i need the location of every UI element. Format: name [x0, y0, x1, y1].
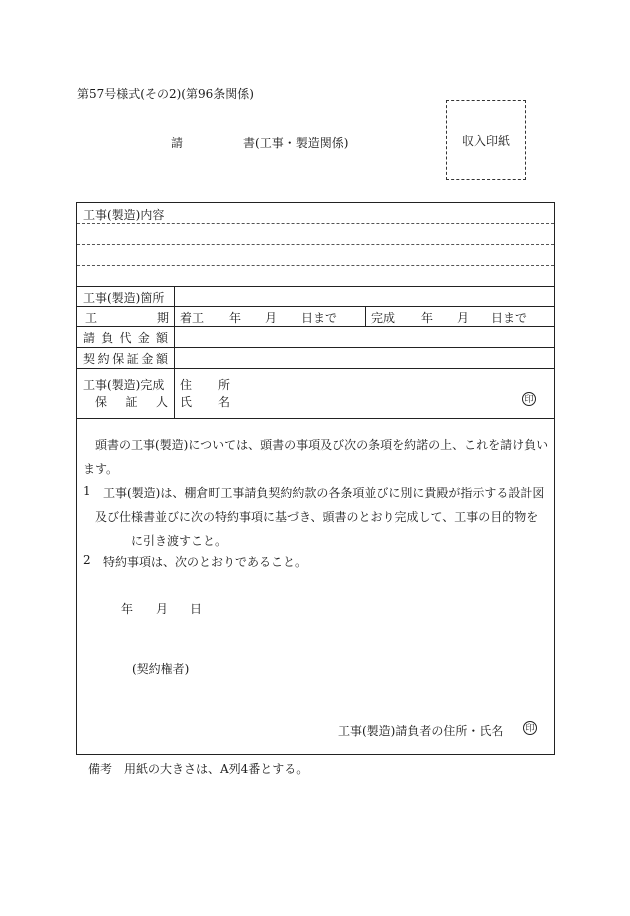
guarantee-char: 契 [83, 352, 96, 366]
title-left: 請 [171, 136, 184, 150]
item-1-line-1: 工事(製造)は、棚倉町工事請負契約約款の各条項並びに別に貴殿が指示する設計図 [103, 486, 545, 500]
period-label-2: 期 [157, 311, 170, 325]
divider [77, 368, 554, 369]
name-char: 名 [217, 395, 230, 409]
guarantor-label-1: 工事(製造)完成 [83, 378, 165, 392]
content-label: 工事(製造)内容 [83, 208, 165, 222]
amount-char: 代 [119, 331, 132, 345]
location-label: 工事(製造)箇所 [83, 291, 165, 305]
guarantee-char: 保 [112, 352, 125, 366]
divider [77, 347, 554, 348]
item-2-text: 特約事項は、次のとおりであること。 [103, 555, 308, 569]
divider [77, 265, 554, 266]
guarantee-char: 証 [126, 352, 139, 366]
guarantee-amount-label [83, 350, 168, 367]
item-1-line-2: 及び仕様書並びに次の特約事項に基づき、頭書のとおり完成して、工事の目的物を [95, 510, 539, 524]
address-char: 住 [180, 378, 193, 392]
divider [77, 286, 554, 287]
start-year: 年 [229, 311, 242, 325]
divider [77, 326, 554, 327]
date-month: 月 [156, 602, 169, 616]
body-paragraph-1: 頭書の工事(製造)については、頭書の事項及び次の条項を約諾の上、これを請け負い [95, 438, 549, 452]
guarantee-char: 額 [155, 352, 168, 366]
body-paragraph-1-cont: ます。 [83, 462, 119, 476]
address-label [180, 376, 230, 393]
contractor-seal: 印 [523, 721, 537, 735]
divider [77, 306, 554, 307]
guarantor-char: 人 [155, 395, 168, 409]
start-label: 着工 [180, 311, 205, 325]
date-year: 年 [121, 602, 134, 616]
start-day: 日まで [301, 311, 338, 325]
amount-char: 金 [137, 331, 150, 345]
divider [77, 244, 554, 245]
guarantee-char: 約 [97, 352, 110, 366]
completion-day: 日まで [491, 311, 528, 325]
form-number: 第57号様式(その2)(第96条関係) [77, 87, 254, 101]
amount-label [83, 329, 168, 346]
document-title [171, 134, 348, 151]
name-label [180, 393, 230, 410]
guarantee-char: 金 [141, 352, 154, 366]
item-1-number: 1 [83, 484, 91, 498]
amount-char: 額 [155, 331, 168, 345]
guarantor-char: 保 [95, 395, 108, 409]
start-month: 月 [265, 311, 278, 325]
completion-label: 完成 [371, 311, 396, 325]
title-right: 書(工事・製造関係) [243, 136, 349, 150]
revenue-stamp-box [446, 100, 526, 180]
guarantor-seal: 印 [522, 392, 536, 406]
amount-char: 負 [101, 331, 114, 345]
guarantor-label-2 [95, 393, 168, 410]
completion-year: 年 [421, 311, 434, 325]
revenue-stamp-label: 収入印紙 [461, 133, 510, 148]
divider [77, 223, 554, 224]
guarantor-char: 証 [125, 395, 138, 409]
amount-char: 請 [83, 331, 96, 345]
item-1-line-3: に引き渡すこと。 [131, 534, 228, 548]
date-day: 日 [190, 602, 203, 616]
name-char: 氏 [180, 395, 193, 409]
contract-form [76, 202, 555, 755]
period-label-1: 工 [85, 311, 98, 325]
column-divider [365, 306, 366, 326]
remark: 備考 用紙の大きさは、A列4番とする。 [88, 762, 309, 776]
completion-month: 月 [457, 311, 470, 325]
divider [77, 418, 554, 419]
item-2-number: 2 [83, 553, 91, 567]
contract-authority: (契約権者) [132, 662, 190, 676]
address-char: 所 [217, 378, 230, 392]
contractor-address-name: 工事(製造)請負者の住所・氏名 [338, 724, 504, 738]
